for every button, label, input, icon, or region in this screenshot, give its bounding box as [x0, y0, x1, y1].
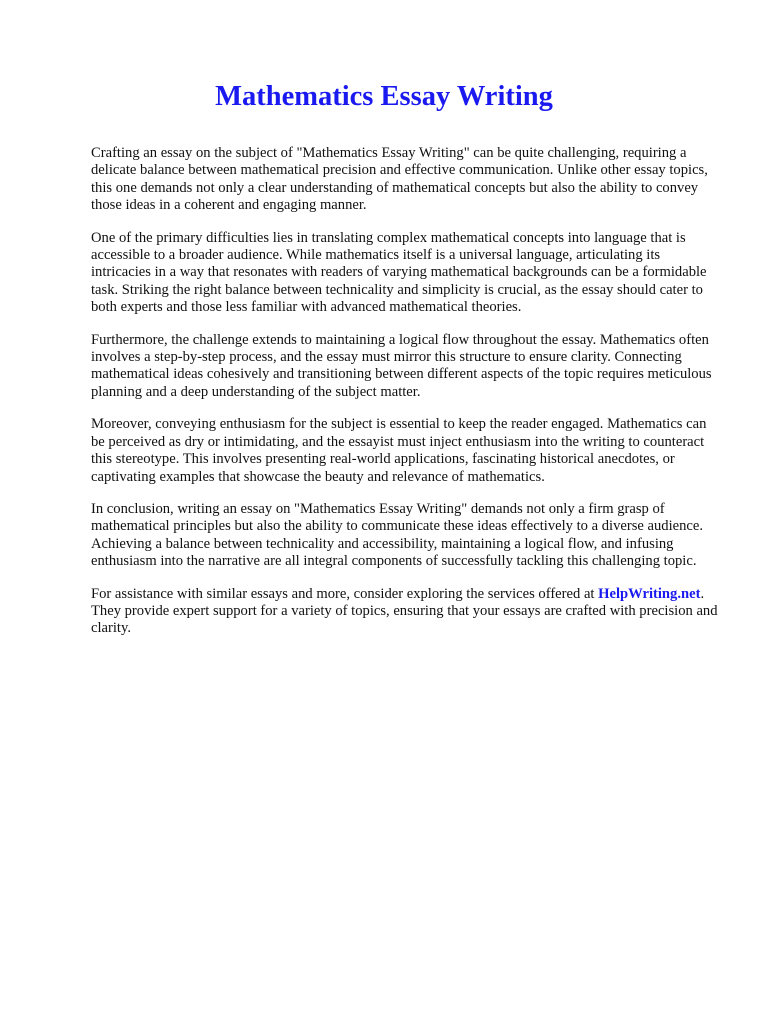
- paragraph-conclusion: In conclusion, writing an essay on "Mathematics Essay Writing" demands not only a firm grasp of mathematical principles but also the ability to communicate these ideas effectively to a diverse audience. Achieving a balance between technicality and accessibility, maintaining a logical flow, and infusing enthusiasm into the narrative are all integral components of successfully tackling this challenging topic.: [91, 500, 704, 570]
- document-title: Mathematics Essay Writing: [215, 81, 553, 112]
- paragraph-logical-flow: Furthermore, the challenge extends to maintaining a logical flow throughout the essay. Mathematics often involves a step-by-step process, and the essay must mirror this structure to ensure clarity. Connecting mathematical ideas cohesively and transitioning between different aspects of the topic requires meticulous planning and a deep understanding of the subject matter.: [91, 331, 712, 400]
- document-body: [91, 145, 721, 653]
- closing-text-before-link: For assistance with similar essays and more, consider exploring the services offered at: [91, 585, 599, 602]
- paragraph-closing: [91, 586, 721, 638]
- paragraph-difficulties: One of the primary difficulties lies in translating complex mathematical concepts into language that is accessible to a broader audience. While mathematics itself is a universal language, articulating its intricacies in a way that resonates with readers of varying mathematical backgrounds can be a formidable task. Striking the right balance between technicality and simplicity is crucial, as the essay should cater to both experts and those less familiar with advanced mathematical theories.: [91, 229, 707, 316]
- helpwriting-link[interactable]: HelpWriting.net: [598, 585, 701, 602]
- paragraph-intro: Crafting an essay on the subject of "Mathematics Essay Writing" can be quite challenging, requiring a delicate balance between mathematical precision and effective communication. Unlike other essay topics, this one demands not only a clear understanding of mathematical concepts but also the ability to convey those ideas in a coherent and engaging manner.: [91, 145, 708, 214]
- paragraph-enthusiasm: Moreover, conveying enthusiasm for the subject is essential to keep the reader engaged. Mathematics can be perceived as dry or intimidating, and the essayist must inject enthusiasm into the writing to counteract this stereotype. This involves presenting real-world applications, fascinating historical anecdotes, or captivating examples that showcase the beauty and relevance of mathematics.: [91, 416, 707, 485]
- closing-text-after-link: . They provide expert support for a variety of topics, ensuring that your essays are crafted with precision and clarity.: [91, 585, 718, 637]
